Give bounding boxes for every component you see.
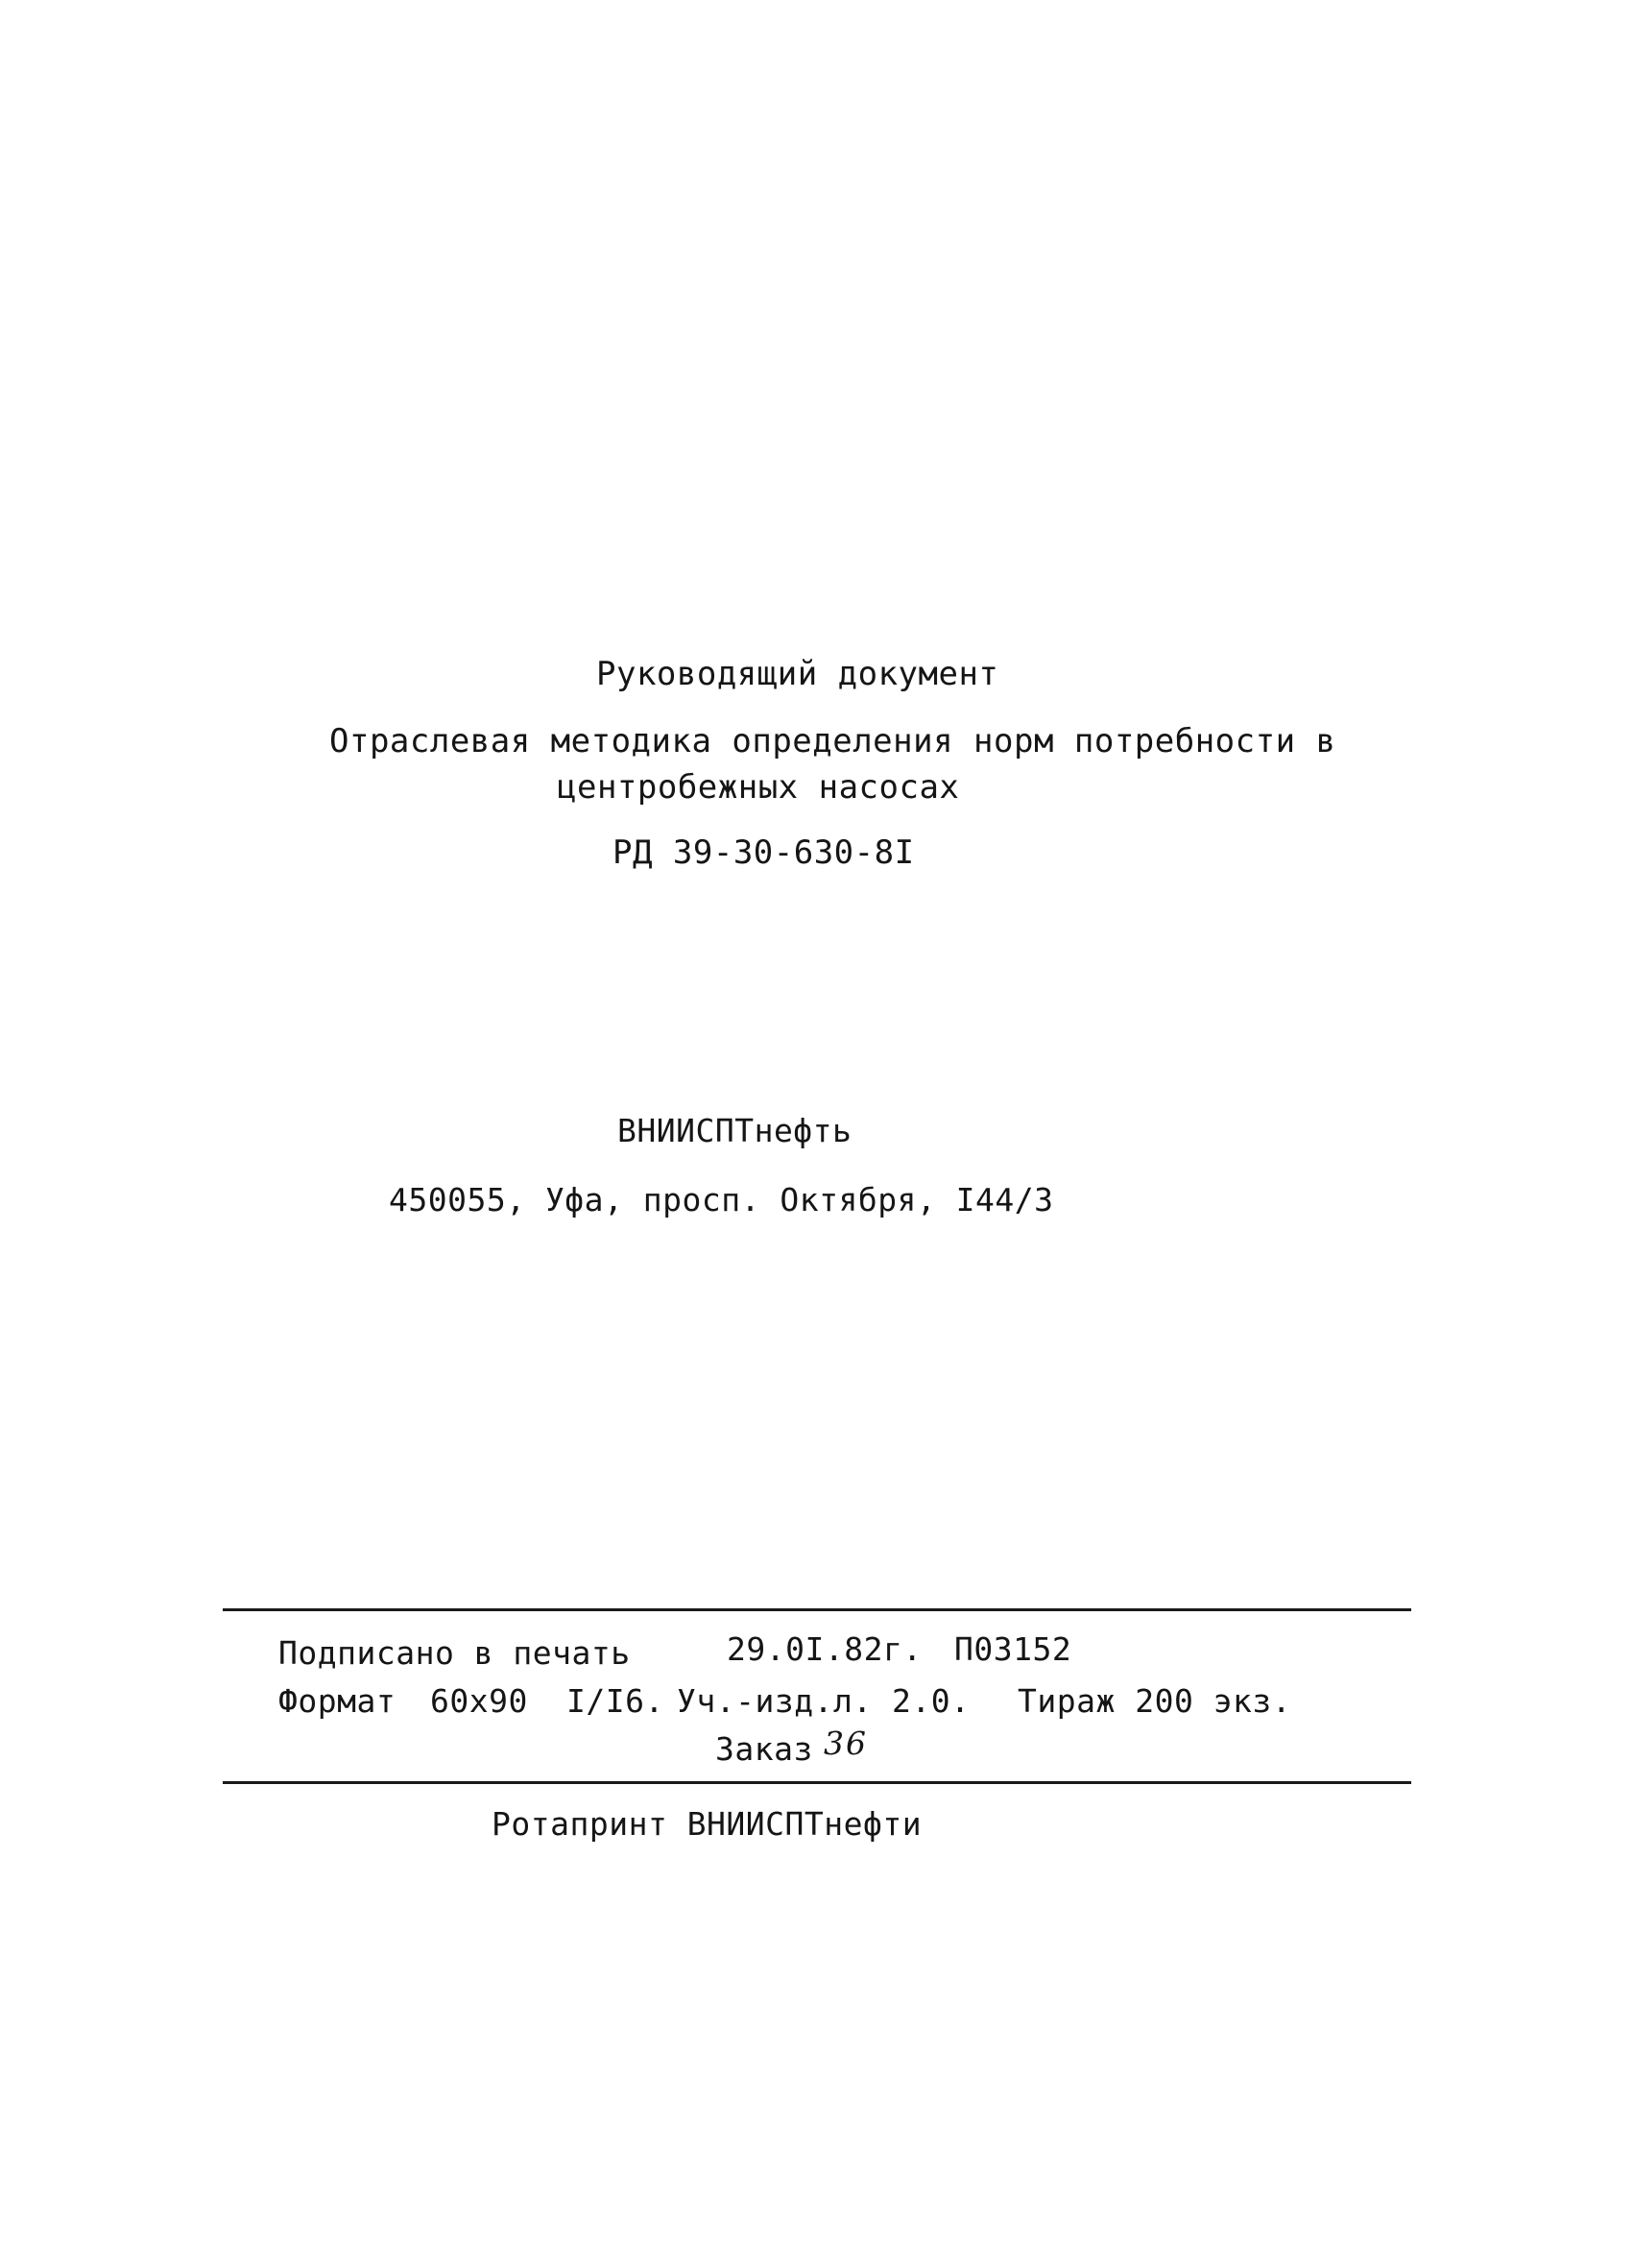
circulation: Тираж 200 экз. — [1018, 1682, 1292, 1720]
imprint-bottom-rule — [223, 1781, 1411, 1784]
format-label: Формат — [278, 1682, 396, 1720]
edition-sheets: Уч.-изд.л. 2.0. — [677, 1682, 971, 1720]
publisher-name: ВНИИСПТнефть — [617, 1112, 853, 1149]
signed-for-print-date: 29.0I.82г. — [727, 1630, 923, 1668]
printer-line: Ротапринт ВНИИСПТнефти — [492, 1805, 923, 1843]
document-title-line-1: Отраслевая методика определения норм потребности в — [329, 722, 1336, 760]
document-type: Руководящий документ — [596, 655, 999, 693]
signed-for-print-label: Подписано в печать — [278, 1634, 631, 1672]
imprint-top-rule — [223, 1608, 1411, 1611]
order-label: Заказ — [715, 1730, 813, 1768]
format-value: 60х90 — [430, 1682, 528, 1720]
document-code: РД 39-30-630-8I — [612, 833, 915, 872]
format-fraction: I/I6. — [566, 1682, 664, 1720]
signed-for-print-code: П03152 — [954, 1630, 1072, 1668]
document-title-line-2: центробежных насосах — [557, 768, 960, 807]
order-number-handwritten: 36 — [824, 1725, 868, 1762]
publisher-address: 450055, Уфа, просп. Октября, I44/3 — [389, 1181, 1054, 1218]
